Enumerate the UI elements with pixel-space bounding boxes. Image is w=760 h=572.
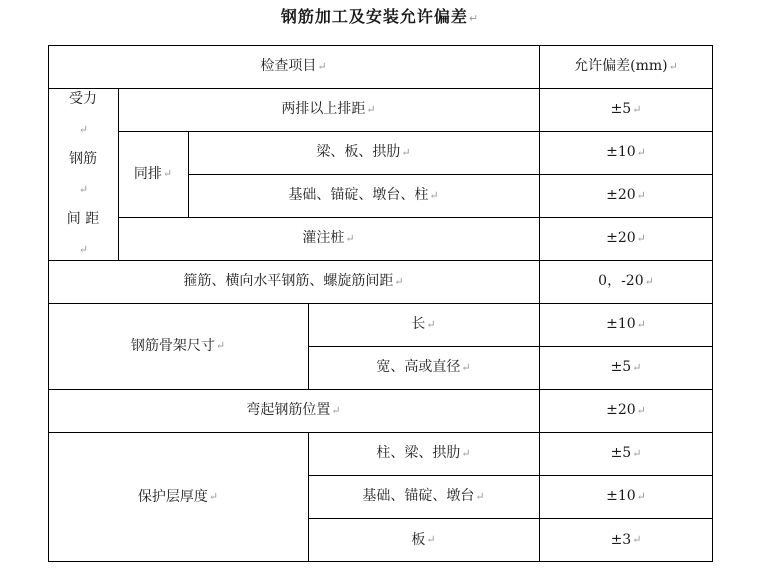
foundation-text: 基础、锚碇、墩台、柱 bbox=[288, 187, 429, 204]
paragraph-mark-icon: ↵ bbox=[668, 59, 678, 73]
paragraph-mark-icon: ↵ bbox=[461, 360, 471, 374]
header-tolerance bbox=[539, 45, 713, 88]
header-item bbox=[48, 45, 539, 88]
header-item-text: 检查项目 bbox=[260, 58, 317, 75]
paragraph-mark-icon: ↵ bbox=[632, 102, 642, 116]
foundation-value-text: ±20 bbox=[606, 187, 636, 204]
length-value-text: ±10 bbox=[606, 316, 636, 333]
paragraph-mark-icon: ↵ bbox=[636, 188, 646, 202]
beam-label bbox=[188, 131, 539, 174]
paragraph-mark-icon: ↵ bbox=[366, 102, 376, 116]
two-rows-value-text: ±5 bbox=[610, 101, 632, 118]
bend-value bbox=[539, 389, 713, 432]
paragraph-mark-icon: ↵ bbox=[475, 489, 485, 503]
paragraph-mark-icon: ↵ bbox=[636, 403, 646, 417]
paragraph-mark-icon: ↵ bbox=[208, 490, 219, 504]
skeleton-text: 钢筋骨架尺寸 bbox=[130, 337, 215, 354]
paragraph-mark-icon: ↵ bbox=[215, 339, 226, 353]
cover-label bbox=[48, 432, 308, 562]
skeleton-length-value bbox=[539, 303, 713, 346]
same-row-label bbox=[118, 131, 188, 217]
width-text: 宽、高或直径 bbox=[376, 359, 461, 376]
spacing-group-label bbox=[48, 88, 118, 260]
paragraph-mark-icon: ↵ bbox=[636, 489, 646, 503]
foundation-value bbox=[539, 174, 713, 217]
paragraph-mark-icon: ↵ bbox=[636, 145, 646, 159]
paragraph-mark-icon: ↵ bbox=[317, 59, 327, 73]
paragraph-mark-icon: ↵ bbox=[78, 183, 89, 196]
paragraph-mark-icon: ↵ bbox=[426, 317, 436, 331]
cover-slab-value bbox=[539, 518, 713, 562]
stirrup-value bbox=[539, 260, 713, 303]
foundation-label bbox=[188, 174, 539, 217]
skeleton-length-label bbox=[308, 303, 539, 346]
beam-value bbox=[539, 131, 713, 174]
cover-slab-label bbox=[308, 518, 539, 562]
pile-label bbox=[118, 217, 539, 260]
cover-column-value-text: ±5 bbox=[610, 445, 632, 462]
paragraph-mark-icon: ↵ bbox=[162, 167, 173, 181]
beam-text: 梁、板、拱肋 bbox=[316, 144, 401, 161]
skeleton-label bbox=[48, 303, 308, 389]
paragraph-mark-icon: ↵ bbox=[331, 403, 341, 417]
cover-foundation-label bbox=[308, 475, 539, 518]
bend-value-text: ±20 bbox=[606, 402, 636, 419]
title-text: 钢筋加工及安装允许偏差 bbox=[280, 7, 468, 26]
cover-foundation-value-text: ±10 bbox=[606, 488, 636, 505]
spacing-label-line bbox=[67, 204, 99, 264]
two-rows-value bbox=[539, 88, 713, 131]
two-rows-label bbox=[118, 88, 539, 131]
spacing-label-line bbox=[69, 84, 97, 144]
paragraph-mark-icon: ↵ bbox=[401, 145, 411, 159]
paragraph-mark-icon: ↵ bbox=[632, 446, 642, 460]
paragraph-mark-icon: ↵ bbox=[632, 533, 642, 547]
paragraph-mark-icon: ↵ bbox=[461, 446, 471, 460]
paragraph-mark-icon: ↵ bbox=[78, 123, 89, 136]
paragraph-mark-icon: ↵ bbox=[468, 12, 480, 25]
cover-foundation-text: 基础、锚碇、墩台 bbox=[362, 488, 475, 505]
beam-value-text: ±10 bbox=[606, 144, 636, 161]
paragraph-mark-icon: ↵ bbox=[429, 188, 439, 202]
width-value-text: ±5 bbox=[610, 359, 632, 376]
same-row-text: 同排 bbox=[133, 165, 162, 182]
bend-text: 弯起钢筋位置 bbox=[246, 402, 331, 419]
pile-value-text: ±20 bbox=[606, 230, 636, 247]
cover-text: 保护层厚度 bbox=[137, 488, 208, 505]
table-title bbox=[0, 4, 760, 27]
paragraph-mark-icon: ↵ bbox=[636, 317, 646, 331]
skeleton-width-label bbox=[308, 346, 539, 389]
paragraph-mark-icon: ↵ bbox=[426, 533, 436, 547]
cover-column-text: 柱、梁、拱肋 bbox=[376, 445, 461, 462]
spacing-label-line3: 间 距 bbox=[66, 211, 100, 227]
cover-foundation-value bbox=[539, 475, 713, 518]
pile-value bbox=[539, 217, 713, 260]
paragraph-mark-icon: ↵ bbox=[636, 231, 646, 245]
header-tolerance-text: 允许偏差(mm) bbox=[574, 58, 668, 75]
stirrup-label bbox=[48, 260, 539, 303]
cover-column-label bbox=[308, 432, 539, 475]
spacing-label-line1: 受力 bbox=[69, 91, 97, 107]
two-rows-text: 两排以上排距 bbox=[281, 101, 366, 118]
stirrup-text: 箍筋、横向水平钢筋、螺旋筋间距 bbox=[183, 273, 394, 290]
paragraph-mark-icon: ↵ bbox=[632, 360, 642, 374]
spacing-label-line bbox=[69, 144, 97, 204]
stirrup-value-text: 0，-20 bbox=[598, 273, 644, 290]
tolerance-table bbox=[48, 45, 713, 562]
paragraph-mark-icon: ↵ bbox=[345, 231, 355, 245]
cover-slab-value-text: ±3 bbox=[610, 531, 632, 548]
bend-label bbox=[48, 389, 539, 432]
paragraph-mark-icon: ↵ bbox=[394, 274, 404, 288]
paragraph-mark-icon: ↵ bbox=[78, 243, 89, 256]
skeleton-width-value bbox=[539, 346, 713, 389]
paragraph-mark-icon: ↵ bbox=[644, 274, 654, 288]
length-text: 长 bbox=[411, 316, 426, 333]
spacing-label-line2: 钢筋 bbox=[69, 151, 97, 167]
pile-text: 灌注桩 bbox=[302, 230, 345, 247]
cover-slab-text: 板 bbox=[411, 531, 426, 548]
cover-column-value bbox=[539, 432, 713, 475]
